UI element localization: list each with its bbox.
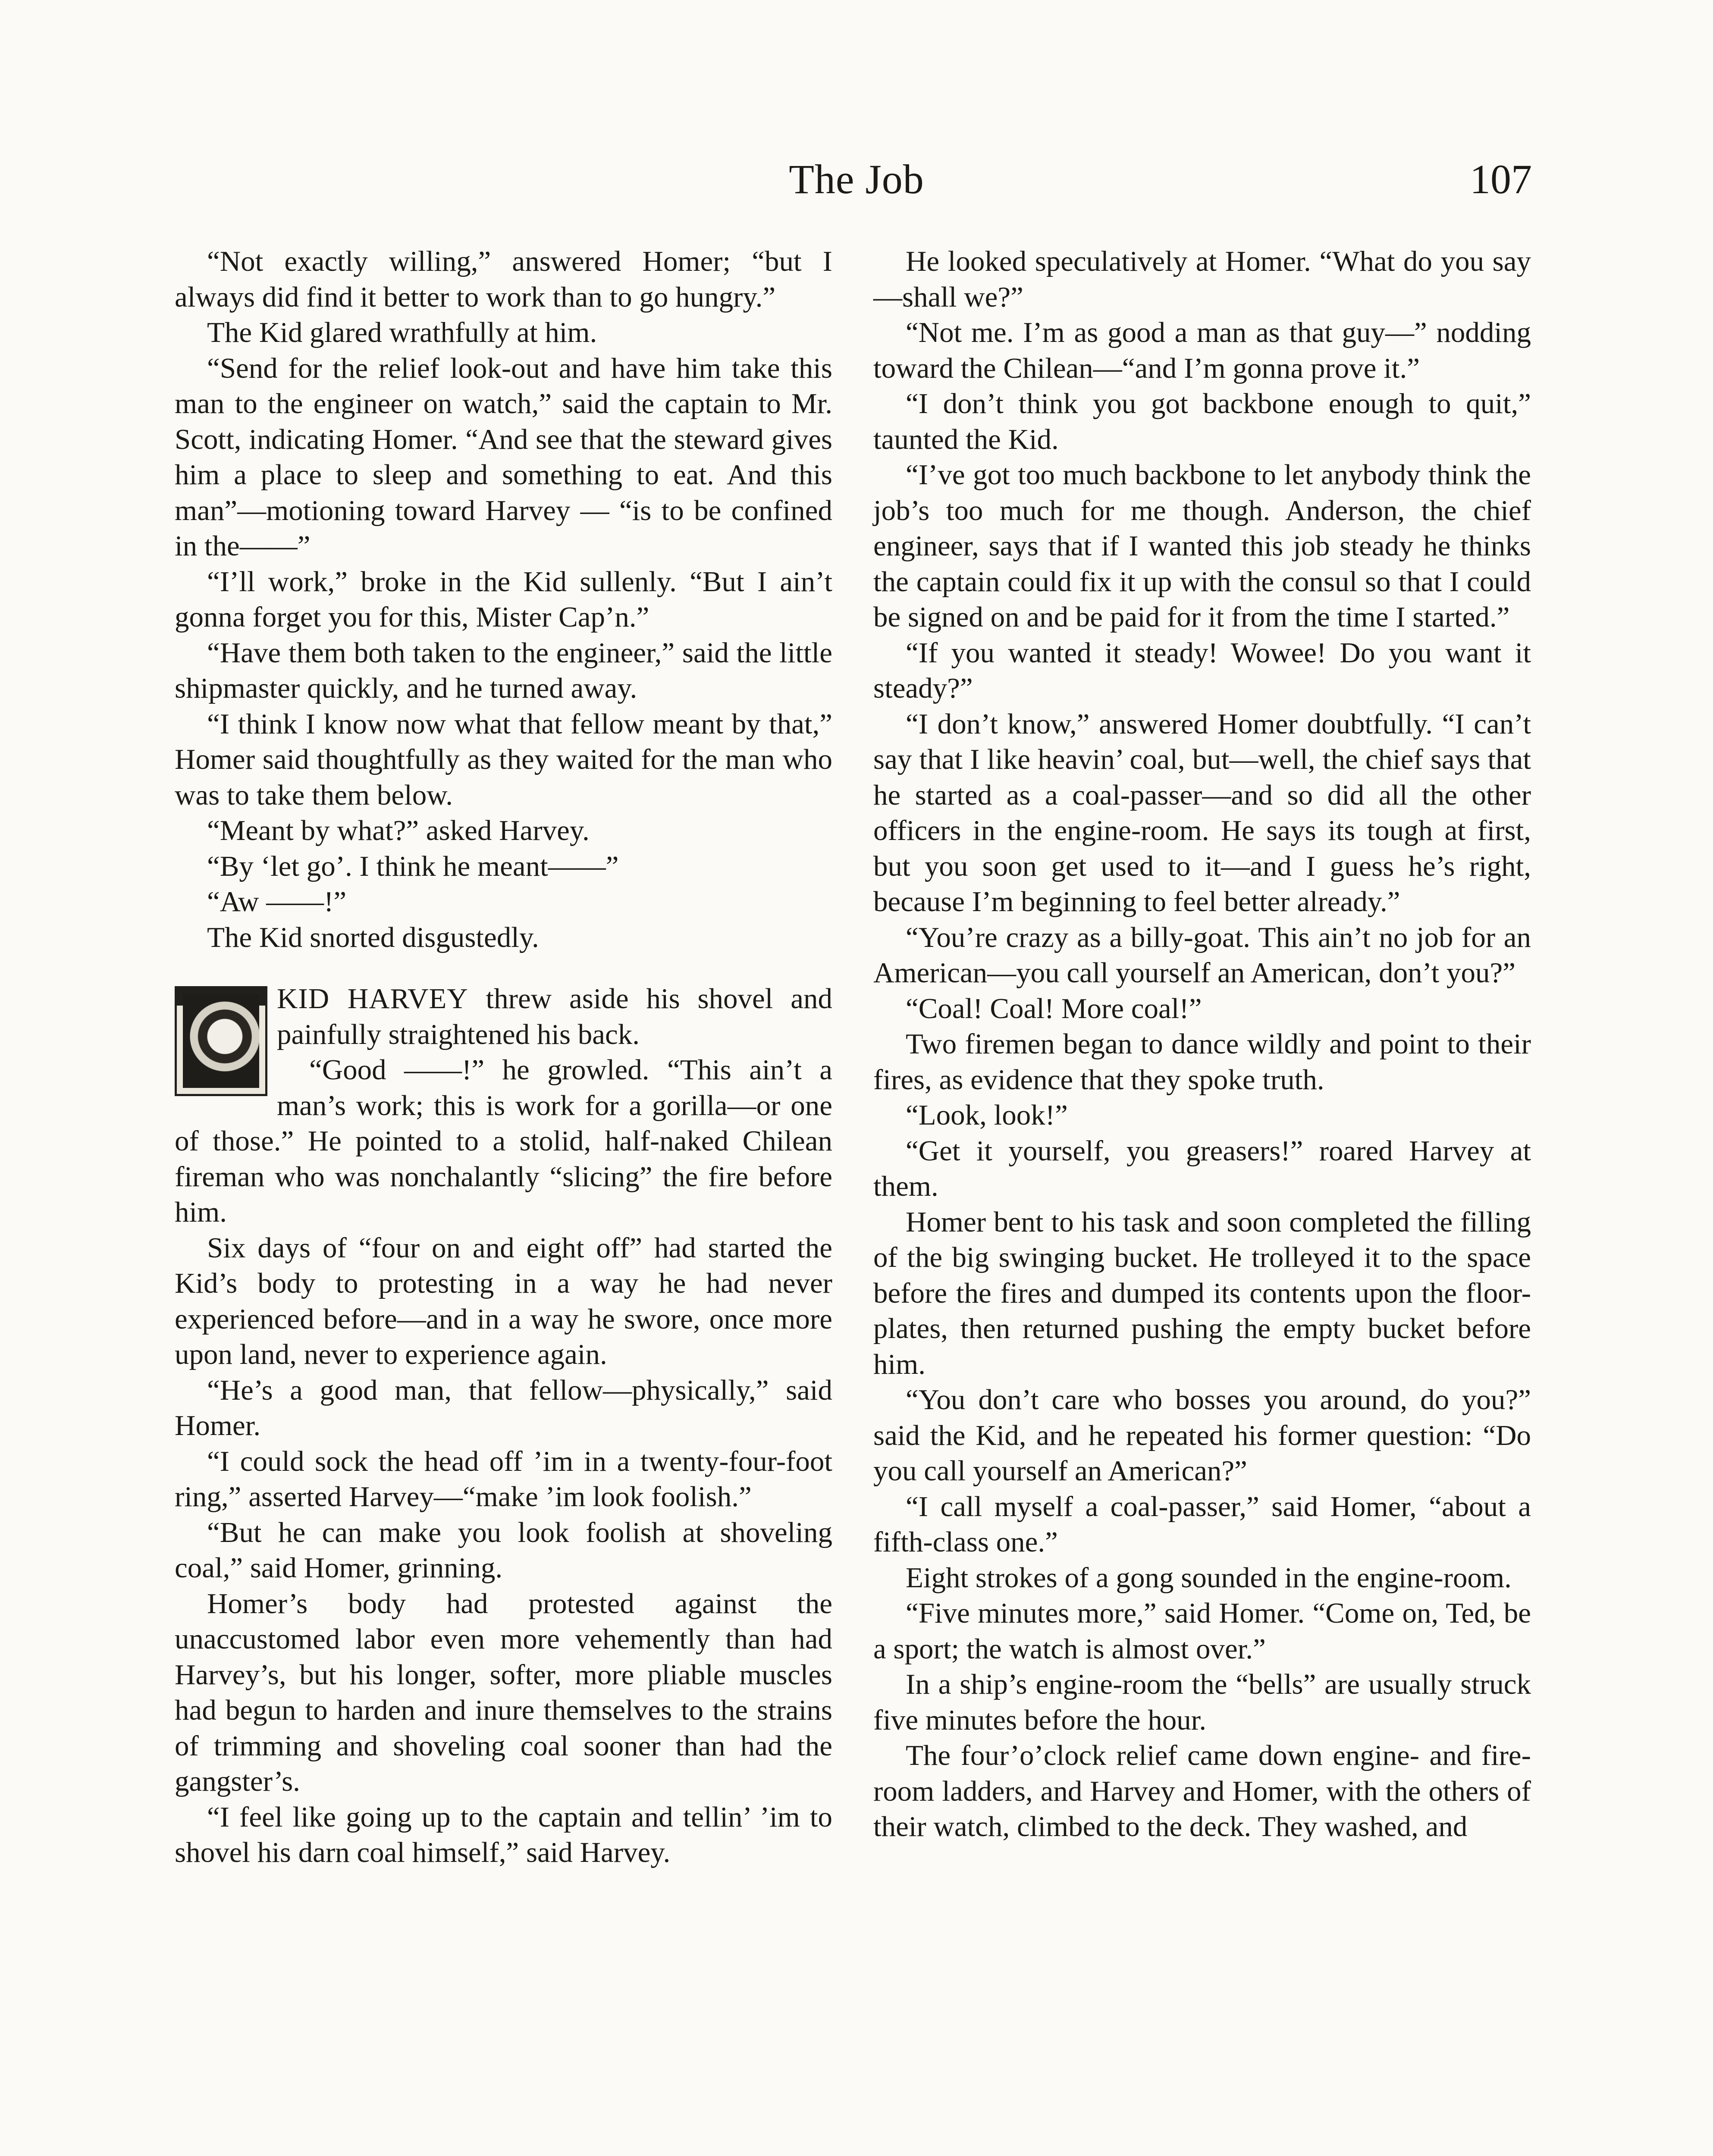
paragraph: Two firemen began to dance wildly and point to their fires, as evidence that they spoke truth. [873, 1028, 1531, 1096]
paragraph: The four’o’clock relief came down engine- and fire-room ladders, and Harvey and Homer, with the others of their watch, climbed to the deck. They washed, and [873, 1739, 1531, 1843]
paragraph: “Good ——!” he growled. “This ain’t a man’s work; this is work for a gorilla—or one of those.” He pointed to a stolid, half-naked Chilean fireman who was nonchalantly “slicing” the fire before him. [175, 1054, 832, 1228]
paragraph: Eight strokes of a gong sounded in the engine-room. [906, 1561, 1512, 1594]
paragraph: “Look, look!” [906, 1099, 1068, 1131]
paragraph: “I call myself a coal-passer,” said Homer, “about a fifth-class one.” [873, 1490, 1531, 1558]
paragraph: “I’ve got too much backbone to let anybody think the job’s too much for me though. Anderson, the chief engineer, says that if I wanted this job steady he thinks the captain could fix it up with the consul so that I could be signed on and be paid for it from the time I started.” [873, 459, 1531, 633]
paragraph: “I could sock the head off ’im in a twenty-four-foot ring,” asserted Harvey—“make ’im look foolish.” [175, 1445, 832, 1513]
page-number: 107 [1470, 156, 1532, 202]
paragraph: “If you wanted it steady! Wowee! Do you want it steady?” [873, 636, 1531, 704]
paragraph: The Kid glared wrathfully at him. [207, 317, 597, 348]
paragraph: “I think I know now what that fellow meant by that,” Homer said thoughtfully as they waited for the man who was to take them below. [175, 708, 832, 811]
paragraph: “He’s a good man, that fellow—physically,” said Homer. [175, 1374, 832, 1442]
paragraph: “I don’t know,” answered Homer doubtfully. “I can’t say that I like heavin’ coal, but—well, the chief says that he started as a coal-passer—and so did all the other officers in the engine-room. He says its tough at first, but you soon get used to it—and I guess he’s right, because I’m beginning to feel better already.” [873, 708, 1531, 918]
paragraph: The Kid snorted disgustedly. [207, 921, 539, 953]
section-opening-caps: KID HARVEY [277, 983, 468, 1015]
paragraph: Homer’s body had protested against the unaccustomed labor even more vehemently than had Harvey’s, but his longer, softer, more pliable muscles had begun to harden and inure themselves to the strains of trimming and shoveling coal sooner than had the gangster’s. [175, 1587, 832, 1797]
left-column [175, 244, 832, 1871]
paragraph: “Meant by what?” asked Harvey. [207, 815, 590, 846]
paragraph: “I don’t think you got backbone enough to quit,” taunted the Kid. [873, 388, 1531, 455]
paragraph: Six days of “four on and eight off” had started the Kid’s body to protesting in a way he had never experienced before—and in a way he swore, once more upon land, never to experience again. [175, 1232, 832, 1370]
paragraph: “I feel like going up to the captain and tellin’ ’im to shovel his darn coal himself,” said Harvey. [175, 1801, 832, 1868]
section-opening-paragraph [175, 981, 832, 1052]
paragraph: He looked speculatively at Homer. “What do you say—shall we?” [873, 245, 1531, 313]
page-header [0, 155, 1713, 211]
paragraph: “You’re crazy as a billy-goat. This ain’t no job for an American—you call yourself an American, don’t you?” [873, 921, 1531, 989]
paragraph: “Get it yourself, you greasers!” roared Harvey at them. [873, 1134, 1531, 1202]
paragraph: “Not me. I’m as good a man as that guy—” nodding toward the Chilean—“and I’m gonna prove it.” [873, 317, 1531, 384]
paragraph: “By ‘let go’. I think he meant——” [207, 850, 619, 882]
paragraph: “Coal! Coal! More coal!” [906, 992, 1202, 1025]
running-title: The Job [789, 156, 924, 202]
decorative-initial-icon [175, 986, 267, 1096]
right-column [873, 244, 1531, 1845]
paragraph: “But he can make you look foolish at shoveling coal,” said Homer, grinning. [175, 1516, 832, 1584]
paragraph: “Send for the relief look-out and have him take this man to the engineer on watch,” said the captain to Mr. Scott, indicating Homer. “And see that the steward gives him a place to sleep and something to eat. And this man”—motioning toward Harvey — “is to be confined in the——” [175, 352, 832, 562]
paragraph: “Aw ——!” [207, 886, 347, 918]
paragraph: “Five minutes more,” said Homer. “Come on, Ted, be a sport; the watch is almost over.” [873, 1597, 1531, 1665]
paragraph: Homer bent to his task and soon completed the filling of the big swinging bucket. He trolleyed it to the space before the fires and dumped its contents upon the floor-plates, then returned pushing the empty bucket before him. [873, 1206, 1531, 1380]
paragraph: “Not exactly willing,” answered Homer; “but I always did find it better to work than to go hungry.” [175, 245, 832, 313]
paragraph: “I’ll work,” broke in the Kid sullenly. “But I ain’t gonna forget you for this, Mister Cap’n.” [175, 565, 832, 633]
section-opening-text: threw aside his shovel and painfully straightened his back. [277, 983, 832, 1050]
paragraph: “Have them both taken to the engineer,” said the little shipmaster quickly, and he turned away. [175, 636, 832, 704]
paragraph: In a ship’s engine-room the “bells” are usually struck five minutes before the hour. [873, 1668, 1531, 1736]
paragraph: “You don’t care who bosses you around, do you?” said the Kid, and he repeated his former question: “Do you call yourself an American?” [873, 1384, 1531, 1487]
